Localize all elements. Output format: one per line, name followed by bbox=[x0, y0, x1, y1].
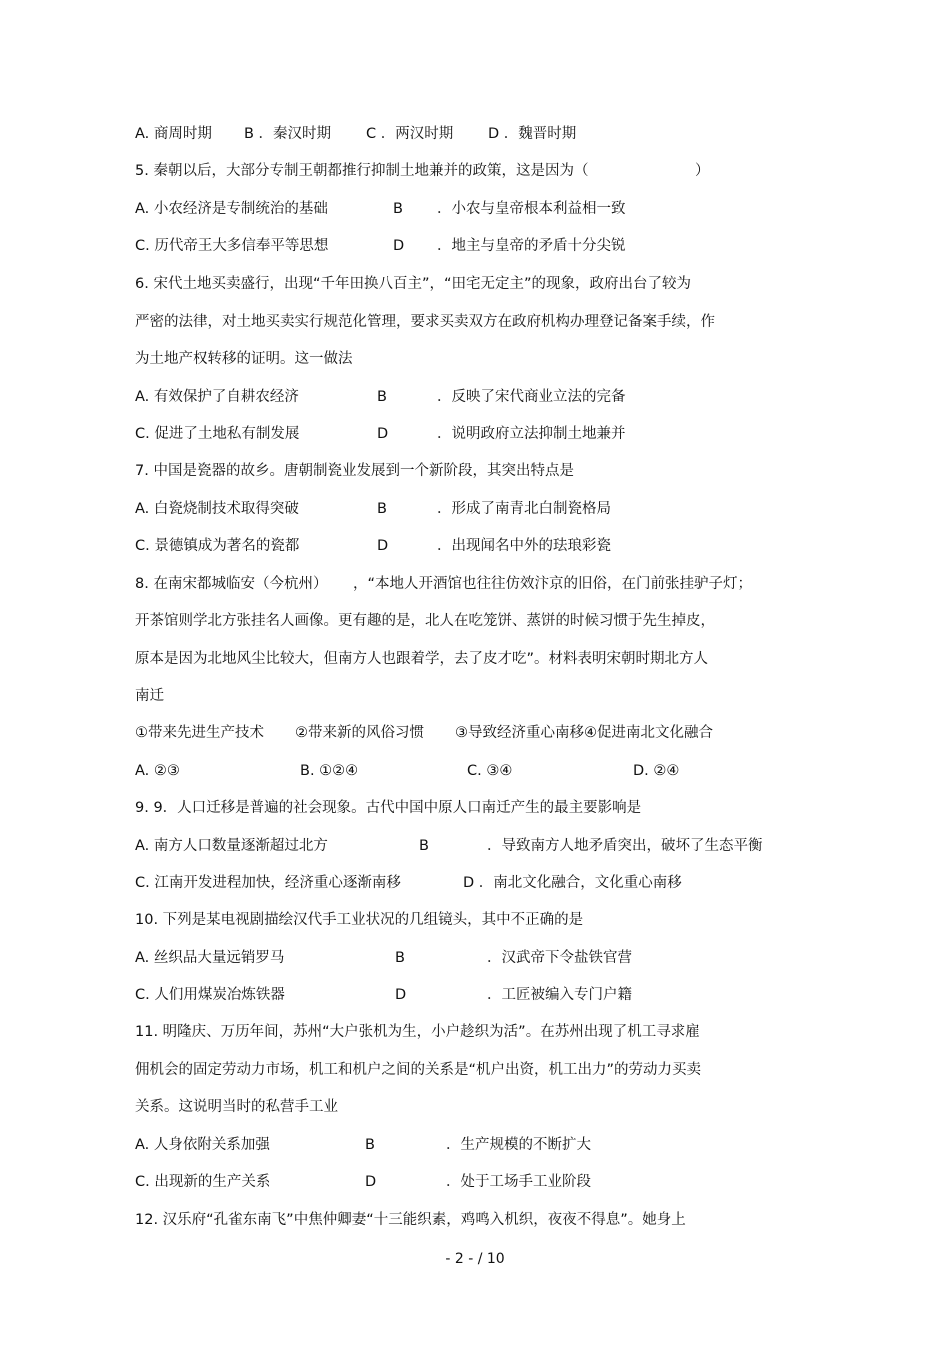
option-d: D. ②④ bbox=[633, 763, 680, 779]
statement-2: ②带来新的风俗习惯 bbox=[295, 725, 424, 741]
question-9-stem bbox=[135, 797, 642, 819]
question-12-stem bbox=[135, 1209, 686, 1231]
question-text: 10. 下列是某电视剧描绘汉代手工业状况的几组镜头，其中不正确的是 bbox=[135, 912, 584, 928]
option-b-letter: B bbox=[365, 1137, 375, 1153]
option-b-text: ．小农与皇帝根本利益相一致 bbox=[437, 201, 626, 217]
question-11-stem-cont bbox=[135, 1096, 338, 1118]
question-7-stem bbox=[135, 460, 574, 482]
option-c: C. 人们用煤炭冶炼铁器 bbox=[135, 987, 285, 1003]
option-b-text: ．汉武帝下令盐铁官营 bbox=[487, 950, 632, 966]
option-a: A. 有效保护了自耕农经济 bbox=[135, 389, 299, 405]
question-6-stem bbox=[135, 273, 691, 295]
question-text: 南迁 bbox=[135, 688, 164, 704]
question-text: 7. 中国是瓷器的故乡。唐朝制瓷业发展到一个新阶段，其突出特点是 bbox=[135, 463, 574, 479]
answer-options-line bbox=[135, 835, 763, 857]
question-text: 严密的法律，对土地买卖实行规范化管理，要求买卖双方在政府机构办理登记备案手续，作 bbox=[135, 314, 715, 330]
statement-list bbox=[135, 722, 713, 744]
question-6-stem-cont bbox=[135, 311, 715, 333]
answer-options-line bbox=[135, 123, 577, 145]
question-text: 关系。这说明当时的私营手工业 bbox=[135, 1099, 338, 1115]
option-d-text: ．处于工场手工业阶段 bbox=[446, 1174, 591, 1190]
option-a: A. 南方人口数量逐渐超过北方 bbox=[135, 838, 328, 854]
option-b: B ．秦汉时期 bbox=[244, 126, 332, 142]
option-b-letter: B bbox=[377, 501, 387, 517]
answer-options-line bbox=[135, 1134, 591, 1156]
question-text: 11. 明隆庆、万历年间，苏州“大户张机为生，小户趁织为活”。在苏州出现了机工寻求雇 bbox=[135, 1024, 700, 1040]
question-6-stem-cont bbox=[135, 348, 353, 370]
question-text: 12. 汉乐府“孔雀东南飞”中焦仲卿妻“十三能织素，鸡鸣入机织，夜夜不得息”。她身上 bbox=[135, 1212, 686, 1228]
option-c: C ．两汉时期 bbox=[366, 126, 454, 142]
option-c: C. 历代帝王大多信奉平等思想 bbox=[135, 238, 329, 254]
question-text: 8. 在南宋都城临安（今杭州） bbox=[135, 576, 328, 592]
option-b-letter: B bbox=[377, 389, 387, 405]
answer-options-line bbox=[135, 872, 682, 894]
answer-options-line bbox=[135, 984, 632, 1006]
question-8-stem-cont bbox=[135, 610, 715, 632]
option-d-letter: D bbox=[365, 1174, 377, 1190]
option-a: A. 白瓷烧制技术取得突破 bbox=[135, 501, 299, 517]
page-number: - 2 - / 10 bbox=[445, 1251, 505, 1267]
option-d-letter: D bbox=[377, 538, 389, 554]
question-11-stem-cont bbox=[135, 1059, 702, 1081]
option-d-text: ．地主与皇帝的矛盾十分尖锐 bbox=[437, 238, 626, 254]
question-text: 6. 宋代土地买卖盛行，出现“千年田换八百主”，“田宅无定主”的现象，政府出台了较为 bbox=[135, 276, 691, 292]
option-c: C. ③④ bbox=[467, 763, 513, 779]
answer-options-line bbox=[135, 760, 680, 782]
option-d: D ．魏晋时期 bbox=[488, 126, 577, 142]
answer-blank-close: ） bbox=[695, 163, 710, 179]
option-b-letter: B bbox=[395, 950, 405, 966]
question-8-stem bbox=[135, 573, 753, 595]
option-a: A. 商周时期 bbox=[135, 126, 212, 142]
question-11-stem bbox=[135, 1021, 700, 1043]
option-b-letter: B bbox=[393, 201, 403, 217]
option-b-text: ．导致南方人地矛盾突出，破坏了生态平衡 bbox=[487, 838, 763, 854]
option-b-text: ．反映了宋代商业立法的完备 bbox=[437, 389, 626, 405]
option-d-text: ．工匠被编入专门户籍 bbox=[487, 987, 632, 1003]
option-d-text: ．说明政府立法抑制土地兼并 bbox=[437, 426, 626, 442]
option-a: A. 小农经济是专制统治的基础 bbox=[135, 201, 328, 217]
question-text: 原本是因为北地风尘比较大，但南方人也跟着学，去了皮才吃”。材料表明宋朝时期北方人 bbox=[135, 651, 709, 667]
answer-options-line bbox=[135, 498, 611, 520]
answer-options-line bbox=[135, 423, 626, 445]
answer-options-line bbox=[135, 198, 626, 220]
answer-options-line bbox=[135, 235, 626, 257]
statement-1: ①带来先进生产技术 bbox=[135, 725, 264, 741]
option-b-text: ．形成了南青北白制瓷格局 bbox=[437, 501, 611, 517]
question-8-stem-cont bbox=[135, 685, 164, 707]
question-10-stem bbox=[135, 909, 584, 931]
answer-options-line bbox=[135, 1171, 591, 1193]
answer-options-line bbox=[135, 386, 626, 408]
answer-options-line bbox=[135, 947, 632, 969]
option-c: C. 出现新的生产关系 bbox=[135, 1174, 271, 1190]
option-c: C. 促进了土地私有制发展 bbox=[135, 426, 300, 442]
option-a: A. 人身依附关系加强 bbox=[135, 1137, 270, 1153]
option-b: B. ①②④ bbox=[300, 763, 359, 779]
question-8-stem-cont bbox=[135, 648, 709, 670]
question-text: 开茶馆则学北方张挂名人画像。更有趣的是，北人在吃笼饼、蒸饼的时候习惯于先生掉皮， bbox=[135, 613, 715, 629]
option-d-letter: D bbox=[395, 987, 407, 1003]
question-quote: ，“本地人开酒馆也往往仿效汴京的旧俗，在门前张挂驴子灯； bbox=[353, 576, 753, 592]
option-d: D ．南北文化融合，文化重心南移 bbox=[463, 875, 682, 891]
option-d-text: ．出现闻名中外的珐琅彩瓷 bbox=[437, 538, 611, 554]
option-d-letter: D bbox=[393, 238, 405, 254]
question-text: 5. 秦朝以后，大部分专制王朝都推行抑制土地兼并的政策，这是因为（ bbox=[135, 163, 589, 179]
question-text: 佣机会的固定劳动力市场，机工和机户之间的关系是“机户出资，机工出力”的劳动力买卖 bbox=[135, 1062, 702, 1078]
question-text: 9. 9．人口迁移是普遍的社会现象。古代中国中原人口南迁产生的最主要影响是 bbox=[135, 800, 642, 816]
option-a: A. 丝织品大量远销罗马 bbox=[135, 950, 285, 966]
question-text: 为土地产权转移的证明。这一做法 bbox=[135, 351, 353, 367]
option-a: A. ②③ bbox=[135, 763, 180, 779]
answer-options-line bbox=[135, 535, 611, 557]
option-c: C. 景德镇成为著名的瓷都 bbox=[135, 538, 300, 554]
option-b-letter: B bbox=[419, 838, 429, 854]
option-b-text: ．生产规模的不断扩大 bbox=[446, 1137, 591, 1153]
question-5-stem bbox=[135, 160, 710, 182]
option-c: C. 江南开发进程加快，经济重心逐渐南移 bbox=[135, 875, 401, 891]
option-d-letter: D bbox=[377, 426, 389, 442]
statement-3-4: ③导致经济重心南移④促进南北文化融合 bbox=[455, 725, 713, 741]
